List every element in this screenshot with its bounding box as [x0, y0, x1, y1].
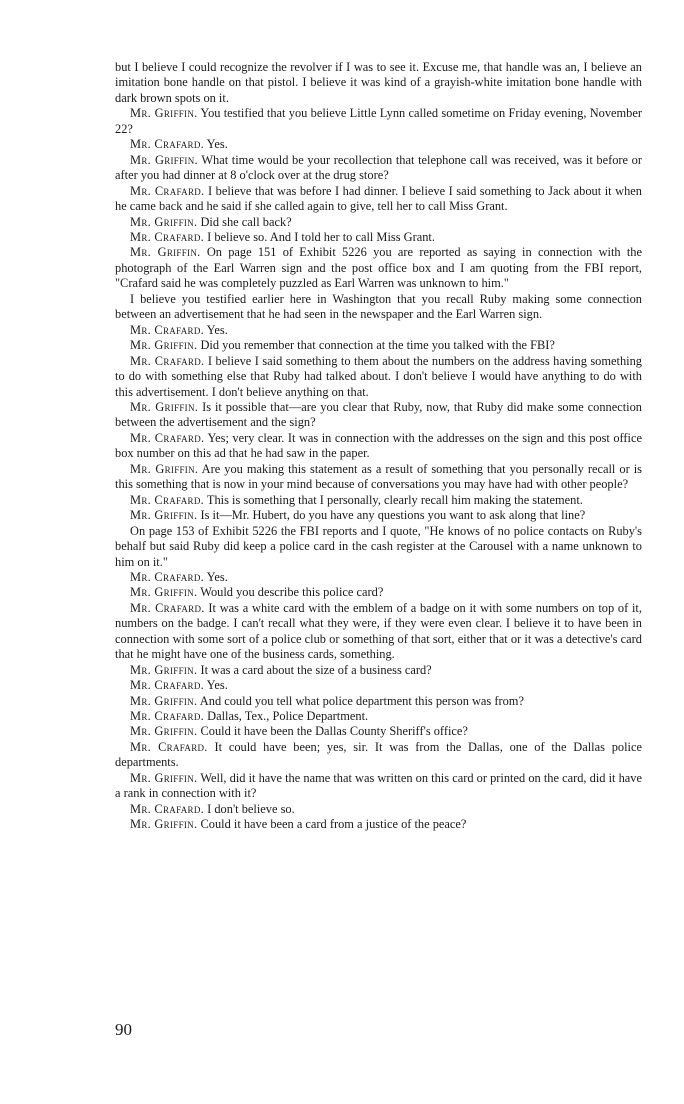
paragraph-text: Did you remember that connection at the time you talked with the FBI?	[200, 338, 555, 353]
paragraph-text: but I believe I could recognize the revolver if I was to see it. Excuse me, that handle was an, I believe an imitation bone handle on that pistol. I believe it was kind of a grayish-white imitation bone handle with dark brown spots on it.	[115, 60, 642, 105]
speaker-label: Mr. Griffin.	[130, 399, 199, 414]
speaker-label: Mr. Crafard.	[130, 801, 205, 816]
transcript-paragraph	[115, 570, 642, 585]
paragraph-text: Yes.	[206, 678, 228, 693]
speaker-label: Mr. Griffin.	[130, 508, 198, 523]
paragraph-text: Well, did it have the name that was written on this card or printed on the card, did it have a rank in connection with it?	[115, 770, 642, 801]
paragraph-text: Are you making this statement as a result of something that you personally recall or is this something that is now in your mind because of conversations you may have had with other people?	[115, 461, 642, 492]
speaker-label: Mr. Griffin.	[130, 214, 198, 229]
transcript-page	[115, 60, 642, 833]
paragraph-text: It was a white card with the emblem of a badge on it with some numbers on top of it, numbers on the badge. I can't recall what they were, if they were even clear. I believe it to have been in connection with some sort of a police club or something of that sort, either that or it was a detective's card that he might have one of the business cards, something.	[115, 600, 642, 662]
speaker-label: Mr. Griffin.	[130, 770, 198, 785]
speaker-label: Mr. Griffin.	[130, 693, 198, 708]
transcript-paragraph	[115, 508, 642, 523]
paragraph-text: Yes.	[206, 322, 228, 337]
speaker-label: Mr. Griffin.	[130, 662, 198, 677]
transcript-paragraph	[115, 724, 642, 739]
paragraph-text: I believe you testified earlier here in Washington that you recall Ruby making some connection between an advertisement that he had seen in the newspaper and the Earl Warren sign.	[115, 291, 642, 322]
transcript-paragraph	[115, 817, 642, 832]
transcript-paragraph	[115, 153, 642, 184]
speaker-label: Mr. Crafard.	[130, 569, 205, 584]
paragraph-text: On page 151 of Exhibit 5226 you are reported as saying in connection with the photograph of the Earl Warren sign and the post office box and I am quoting from the FBI report, "Crafard said he was completely puzzled as Earl Warren was unknown to him."	[115, 245, 642, 291]
paragraph-text: Could it have been a card from a justice of the peace?	[200, 817, 467, 832]
paragraph-text: It could have been; yes, sir. It was from the Dallas, one of the Dallas police departments.	[115, 739, 642, 770]
transcript-paragraph	[115, 184, 642, 215]
speaker-label: Mr. Crafard.	[130, 183, 205, 198]
transcript-paragraph	[115, 462, 642, 493]
speaker-label: Mr. Griffin.	[130, 461, 199, 476]
paragraph-text: Is it possible that—are you clear that Ruby, now, that Ruby did make some connection between the advertisement and the sign?	[115, 399, 642, 430]
paragraph-text: Would you describe this police card?	[200, 585, 384, 600]
transcript-paragraph	[115, 740, 642, 771]
transcript-paragraph	[115, 323, 642, 338]
transcript-paragraph	[115, 137, 642, 152]
transcript-paragraph	[115, 230, 642, 245]
speaker-label: Mr. Griffin.	[130, 724, 198, 739]
speaker-label: Mr. Griffin.	[130, 585, 198, 600]
speaker-label: Mr. Crafard.	[130, 709, 205, 724]
paragraph-text: I don't believe so.	[207, 801, 295, 816]
speaker-label: Mr. Griffin.	[130, 245, 201, 260]
paragraph-text: Yes; very clear. It was in connection with the addresses on the sign and this post office box number on this ad that he had saw in the paper.	[115, 430, 642, 461]
transcript-paragraph	[115, 106, 642, 137]
paragraph-text: And could you tell what police department this person was from?	[199, 693, 524, 708]
paragraph-text: Is it—Mr. Hubert, do you have any questions you want to ask along that line?	[200, 508, 586, 523]
transcript-paragraph	[115, 663, 642, 678]
speaker-label: Mr. Crafard.	[130, 430, 205, 445]
transcript-paragraph	[115, 400, 642, 431]
paragraph-text: Could it have been the Dallas County Sheriff's office?	[200, 724, 468, 739]
transcript-paragraph	[115, 354, 642, 400]
speaker-label: Mr. Crafard.	[130, 322, 205, 337]
paragraph-text: What time would be your recollection that telephone call was received, was it before or after you had dinner at 8 o'clock over at the drug store?	[115, 152, 642, 183]
transcript-paragraph	[115, 709, 642, 724]
paragraph-text: Yes.	[206, 137, 228, 152]
transcript-paragraph	[115, 694, 642, 709]
speaker-label: Mr. Crafard.	[130, 739, 208, 754]
paragraph-text: Did she call back?	[200, 214, 292, 229]
speaker-label: Mr. Griffin.	[130, 817, 198, 832]
paragraph-text: Dallas, Tex., Police Department.	[207, 709, 369, 724]
transcript-paragraph	[115, 678, 642, 693]
transcript-paragraph	[115, 215, 642, 230]
transcript-paragraph	[115, 60, 642, 106]
paragraph-text: On page 153 of Exhibit 5226 the FBI reports and I quote, "He knows of no police contacts on Ruby's behalf but said Ruby did keep a police card in the cash register at the Carousel with a name unknown to him on it."	[115, 523, 642, 569]
speaker-label: Mr. Crafard.	[130, 600, 205, 615]
paragraph-text: You testified that you believe Little Lynn called sometime on Friday evening, November 22?	[115, 106, 642, 136]
speaker-label: Mr. Griffin.	[130, 106, 198, 121]
speaker-label: Mr. Crafard.	[130, 229, 205, 244]
paragraph-text: I believe I said something to them about the numbers on the address having something to do with something else that Ruby had talked about. I don't believe I would have anything to do with this advertisement. I don't believe anything on that.	[115, 353, 642, 399]
speaker-label: Mr. Crafard.	[130, 137, 205, 152]
transcript-paragraph	[115, 771, 642, 802]
speaker-label: Mr. Griffin.	[130, 338, 198, 353]
paragraph-text: It was a card about the size of a business card?	[200, 662, 432, 677]
transcript-paragraph	[115, 431, 642, 462]
paragraph-text: This is something that I personally, clearly recall him making the statement.	[206, 492, 583, 507]
speaker-label: Mr. Crafard.	[130, 678, 205, 693]
transcript-paragraph	[115, 802, 642, 817]
transcript-paragraph	[115, 493, 642, 508]
paragraph-text: I believe so. And I told her to call Miss Grant.	[207, 229, 435, 244]
page-number: 90	[115, 1020, 132, 1039]
paragraph-text: I believe that was before I had dinner. I believe I said something to Jack about it when he came back and he said if she called again to give, tell her to call Miss Grant.	[115, 183, 642, 214]
transcript-paragraph	[115, 338, 642, 353]
transcript-paragraph	[115, 524, 642, 570]
transcript-paragraph	[115, 245, 642, 291]
speaker-label: Mr. Crafard.	[130, 492, 205, 507]
transcript-paragraph	[115, 601, 642, 663]
paragraph-text: Yes.	[206, 569, 228, 584]
speaker-label: Mr. Crafard.	[130, 353, 205, 368]
transcript-paragraph	[115, 292, 642, 323]
speaker-label: Mr. Griffin.	[130, 152, 198, 167]
transcript-paragraph	[115, 585, 642, 600]
